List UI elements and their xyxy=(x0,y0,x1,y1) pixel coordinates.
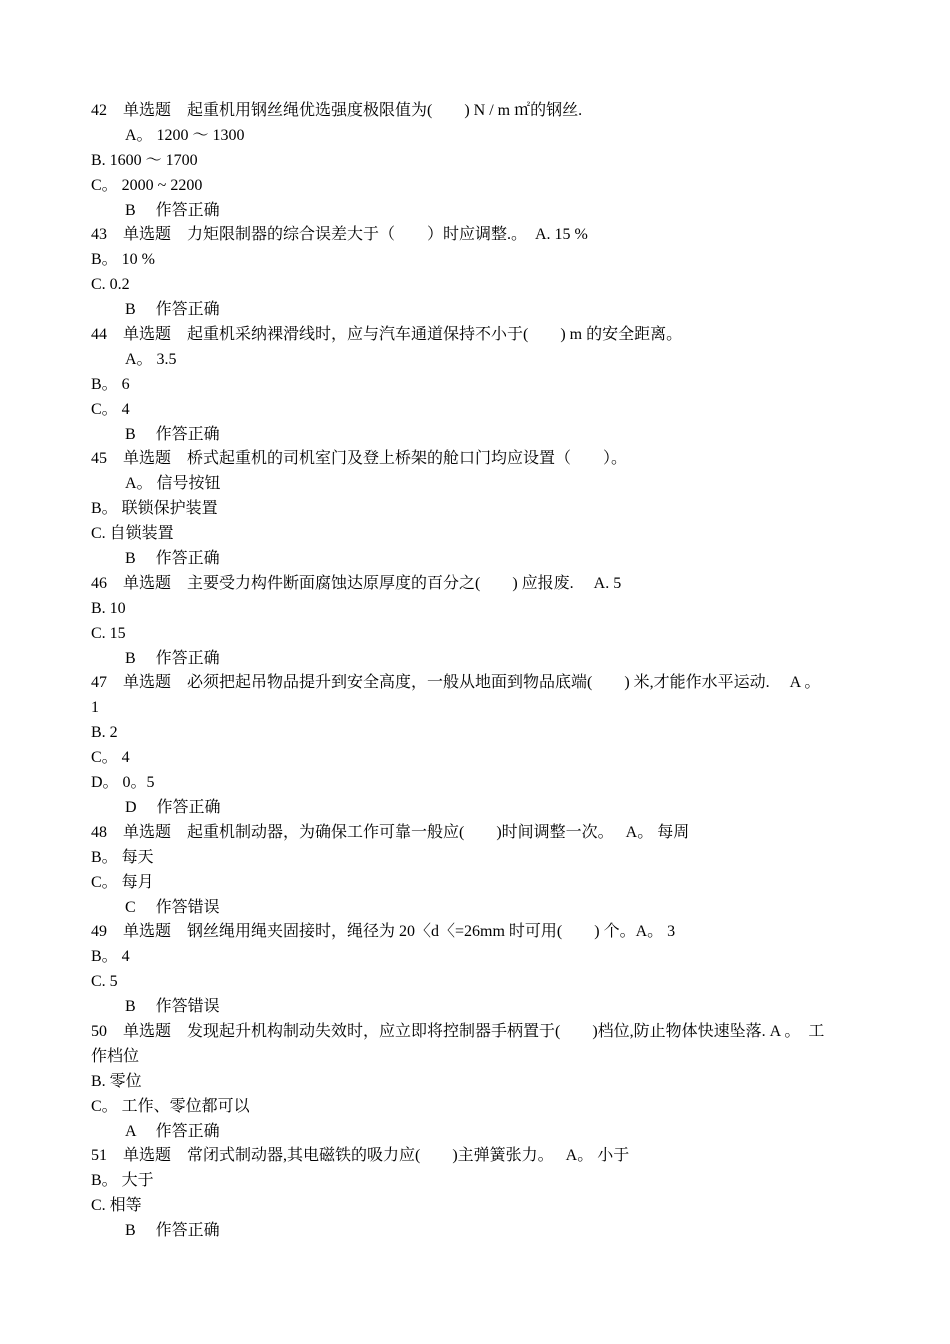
question-line: 47 单选题 必须把起吊物品提升到安全高度，一般从地面到物品底端( ) 米,才能作水平运动. A 。 xyxy=(91,674,821,692)
answer-line: A。 1200 ～ 1300 xyxy=(125,126,245,144)
question-line: C. 0.2 xyxy=(91,276,130,294)
question-line: 50 单选题 发现起升机构制动失效时，应立即将控制器手柄置于( )档位,防止物体快速坠落. A 。 工 xyxy=(91,1022,825,1040)
question-line: 作档位 xyxy=(91,1047,140,1065)
question-line: B。 联锁保护装置 xyxy=(91,500,218,518)
question-line: C。 工作、零位都可以 xyxy=(91,1097,250,1115)
question-line: 43 单选题 力矩限制器的综合误差大于（ ）时应调整.。 A. 15 % xyxy=(91,226,588,244)
question-line: C。 4 xyxy=(91,749,130,767)
answer-line: B 作答正确 xyxy=(125,201,220,219)
question-line: C。 2000 ~ 2200 xyxy=(91,176,203,194)
answer-line: A。 信号按钮 xyxy=(125,475,221,493)
question-line: B. 零位 xyxy=(91,1072,142,1090)
answer-line: B 作答正确 xyxy=(125,425,220,443)
answer-line: A。 3.5 xyxy=(125,350,177,368)
question-line: C。 每月 xyxy=(91,873,154,891)
answer-line: B 作答正确 xyxy=(125,301,220,319)
answer-line: B 作答错误 xyxy=(125,998,220,1016)
answer-line: B 作答正确 xyxy=(125,1222,220,1240)
question-line: D。 0。5 xyxy=(91,774,155,792)
question-line: 51 单选题 常闭式制动器,其电磁铁的吸力应( )主弹簧张力。 A。 小于 xyxy=(91,1147,630,1165)
answer-line: C 作答错误 xyxy=(125,898,220,916)
question-line: 45 单选题 桥式起重机的司机室门及登上桥架的舱口门均应设置（ ）。 xyxy=(91,450,628,468)
question-line: C. 自锁装置 xyxy=(91,525,174,543)
question-line: C. 相等 xyxy=(91,1197,142,1215)
question-line: 44 单选题 起重机采纳裸滑线时，应与汽车通道保持不小于( ) m 的安全距离。 xyxy=(91,326,683,344)
question-line: C. 5 xyxy=(91,973,118,991)
question-line: B. 2 xyxy=(91,724,118,742)
question-line: B. 10 xyxy=(91,599,126,617)
question-line: B。 每天 xyxy=(91,848,154,866)
question-line: 46 单选题 主要受力构件断面腐蚀达原厚度的百分之( ) 应报废. A. 5 xyxy=(91,574,622,592)
question-line: B。 大于 xyxy=(91,1172,154,1190)
question-line: C。 4 xyxy=(91,400,130,418)
question-line: B。 4 xyxy=(91,948,130,966)
question-line: 49 单选题 钢丝绳用绳夹固接时，绳径为 20〈d〈=26mm 时可用( ) 个。A。 3 xyxy=(91,923,676,941)
question-line: 42 单选题 起重机用钢丝绳优选强度极限值为( ) N / m ㎡的钢丝. xyxy=(91,102,583,119)
question-line: B。 10 % xyxy=(91,251,156,269)
question-line: B。 6 xyxy=(91,375,130,393)
answer-line: A 作答正确 xyxy=(125,1122,220,1140)
document-page xyxy=(91,99,866,1244)
question-line: 1 xyxy=(91,699,99,717)
answer-line: B 作答正确 xyxy=(125,550,220,568)
question-line: 48 单选题 起重机制动器，为确保工作可靠一般应( )时间调整一次。 A。 每周 xyxy=(91,823,690,841)
question-line: B. 1600 ～ 1700 xyxy=(91,151,198,169)
answer-line: D 作答正确 xyxy=(125,798,221,816)
answer-line: B 作答正确 xyxy=(125,649,220,667)
question-line: C. 15 xyxy=(91,624,126,642)
